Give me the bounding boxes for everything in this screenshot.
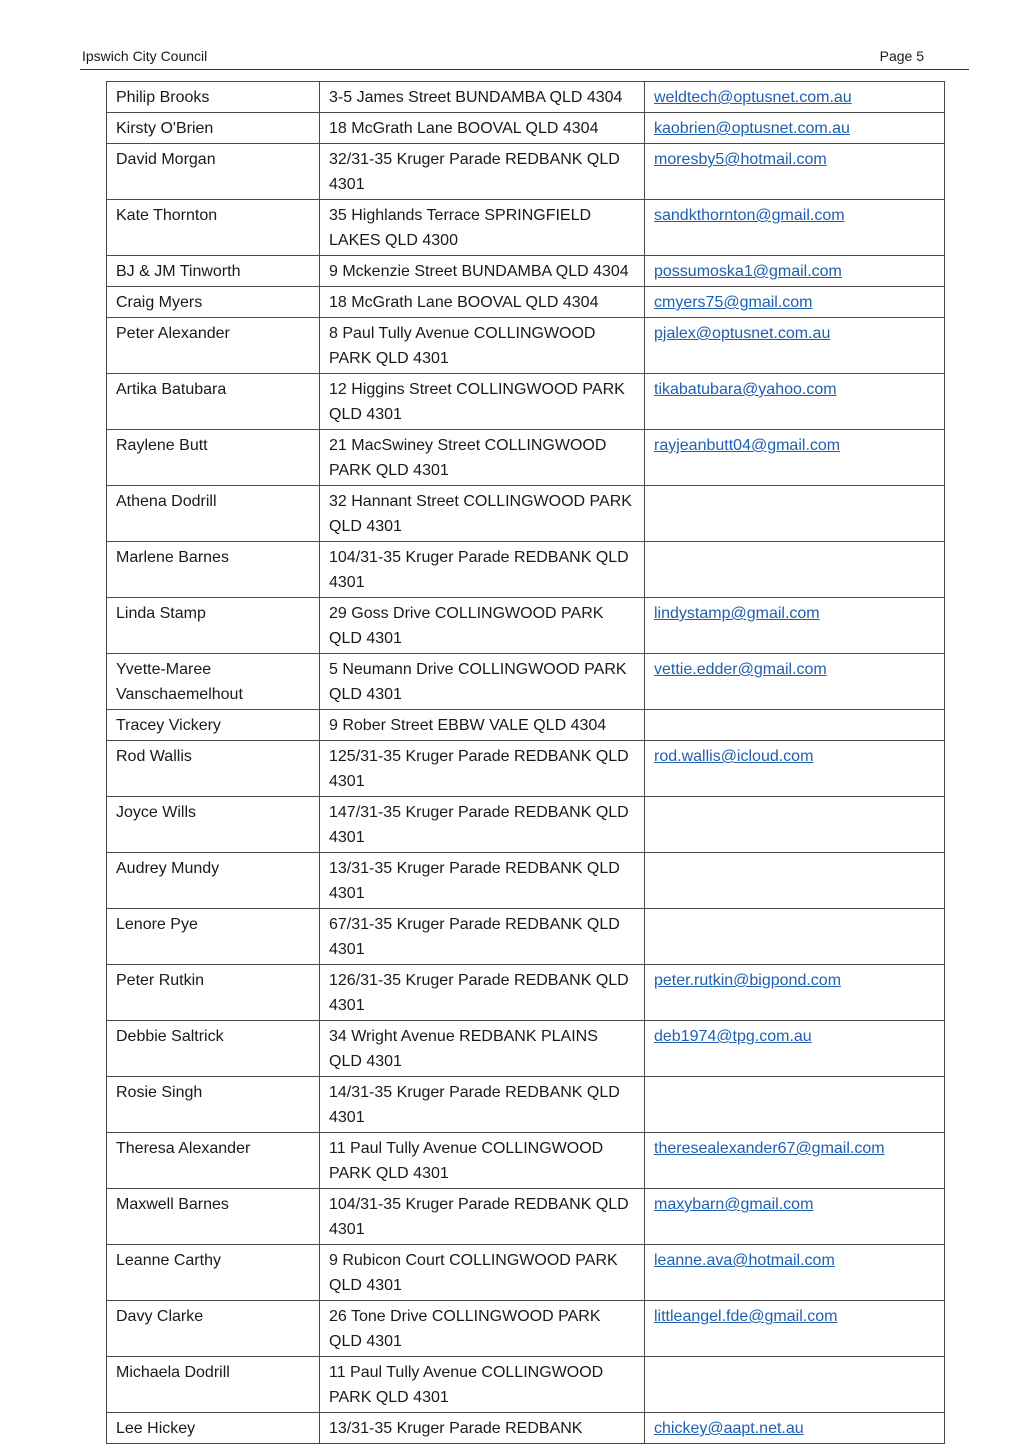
contact-email-cell bbox=[645, 909, 945, 965]
contact-email-cell bbox=[645, 486, 945, 542]
email-link[interactable]: possumoska1@gmail.com bbox=[654, 263, 842, 280]
contact-name: BJ & JM Tinworth bbox=[107, 256, 320, 287]
contact-address: 9 Mckenzie Street BUNDAMBA QLD 4304 bbox=[320, 256, 645, 287]
contact-address: 14/31-35 Kruger Parade REDBANK QLD 4301 bbox=[320, 1077, 645, 1133]
contact-email-cell bbox=[645, 741, 945, 797]
contact-name: Raylene Butt bbox=[107, 430, 320, 486]
table-row bbox=[107, 1245, 945, 1301]
email-link[interactable]: peter.rutkin@bigpond.com bbox=[654, 972, 842, 989]
contact-name: Leanne Carthy bbox=[107, 1245, 320, 1301]
contacts-table-body bbox=[107, 82, 945, 1444]
contact-name: Yvette-Maree Vanschaemelhout bbox=[107, 654, 320, 710]
contact-name: Peter Alexander bbox=[107, 318, 320, 374]
contact-name: Athena Dodrill bbox=[107, 486, 320, 542]
contact-email-cell bbox=[645, 287, 945, 318]
contact-email-cell bbox=[645, 200, 945, 256]
header-rule bbox=[80, 69, 969, 70]
contact-address: 5 Neumann Drive COLLINGWOOD PARK QLD 4301 bbox=[320, 654, 645, 710]
contact-address: 18 McGrath Lane BOOVAL QLD 4304 bbox=[320, 113, 645, 144]
table-row bbox=[107, 1301, 945, 1357]
contact-email-cell bbox=[645, 256, 945, 287]
contact-address: 104/31-35 Kruger Parade REDBANK QLD 4301 bbox=[320, 542, 645, 598]
contact-email-cell bbox=[645, 853, 945, 909]
contact-email-cell bbox=[645, 1021, 945, 1077]
contact-name: Audrey Mundy bbox=[107, 853, 320, 909]
table-row bbox=[107, 374, 945, 430]
contact-email-cell bbox=[645, 1133, 945, 1189]
contact-address: 32/31-35 Kruger Parade REDBANK QLD 4301 bbox=[320, 144, 645, 200]
contact-name: Michaela Dodrill bbox=[107, 1357, 320, 1413]
email-link[interactable]: kaobrien@optusnet.com.au bbox=[654, 120, 850, 137]
contact-email-cell bbox=[645, 965, 945, 1021]
email-link[interactable]: chickey@aapt.net.au bbox=[654, 1420, 804, 1437]
contact-email-cell bbox=[645, 374, 945, 430]
email-link[interactable]: littleangel.fde@gmail.com bbox=[654, 1308, 838, 1325]
contact-name: David Morgan bbox=[107, 144, 320, 200]
contact-name: Craig Myers bbox=[107, 287, 320, 318]
email-link[interactable]: maxybarn@gmail.com bbox=[654, 1196, 814, 1213]
contact-name: Tracey Vickery bbox=[107, 710, 320, 741]
table-row bbox=[107, 598, 945, 654]
contact-address: 13/31-35 Kruger Parade REDBANK bbox=[320, 1413, 645, 1444]
contact-address: 34 Wright Avenue REDBANK PLAINS QLD 4301 bbox=[320, 1021, 645, 1077]
email-link[interactable]: sandkthornton@gmail.com bbox=[654, 207, 845, 224]
table-row bbox=[107, 654, 945, 710]
contact-email-cell bbox=[645, 1189, 945, 1245]
contact-email-cell bbox=[645, 82, 945, 113]
contact-email-cell bbox=[645, 1357, 945, 1413]
table-row bbox=[107, 82, 945, 113]
email-link[interactable]: cmyers75@gmail.com bbox=[654, 294, 813, 311]
contact-address: 32 Hannant Street COLLINGWOOD PARK QLD 4301 bbox=[320, 486, 645, 542]
contact-address: 9 Rober Street EBBW VALE QLD 4304 bbox=[320, 710, 645, 741]
contact-name: Rod Wallis bbox=[107, 741, 320, 797]
email-link[interactable]: pjalex@optusnet.com.au bbox=[654, 325, 831, 342]
contact-address: 104/31-35 Kruger Parade REDBANK QLD 4301 bbox=[320, 1189, 645, 1245]
contact-address: 11 Paul Tully Avenue COLLINGWOOD PARK QLD 4301 bbox=[320, 1357, 645, 1413]
contact-address: 13/31-35 Kruger Parade REDBANK QLD 4301 bbox=[320, 853, 645, 909]
contact-address: 12 Higgins Street COLLINGWOOD PARK QLD 4301 bbox=[320, 374, 645, 430]
page-header bbox=[82, 46, 924, 66]
contact-name: Artika Batubara bbox=[107, 374, 320, 430]
contact-email-cell bbox=[645, 654, 945, 710]
contact-name: Marlene Barnes bbox=[107, 542, 320, 598]
contact-name: Peter Rutkin bbox=[107, 965, 320, 1021]
email-link[interactable]: vettie.edder@gmail.com bbox=[654, 661, 827, 678]
contact-name: Davy Clarke bbox=[107, 1301, 320, 1357]
table-row bbox=[107, 965, 945, 1021]
email-link[interactable]: moresby5@hotmail.com bbox=[654, 151, 827, 168]
contact-email-cell bbox=[645, 113, 945, 144]
contact-email-cell bbox=[645, 797, 945, 853]
contact-email-cell bbox=[645, 144, 945, 200]
table-row bbox=[107, 1189, 945, 1245]
table-row bbox=[107, 797, 945, 853]
contact-email-cell bbox=[645, 1245, 945, 1301]
email-link[interactable]: rod.wallis@icloud.com bbox=[654, 748, 814, 765]
contact-address: 26 Tone Drive COLLINGWOOD PARK QLD 4301 bbox=[320, 1301, 645, 1357]
table-row bbox=[107, 1133, 945, 1189]
table-row bbox=[107, 1357, 945, 1413]
contact-email-cell bbox=[645, 430, 945, 486]
email-link[interactable]: lindystamp@gmail.com bbox=[654, 605, 820, 622]
contact-name: Lenore Pye bbox=[107, 909, 320, 965]
contact-address: 126/31-35 Kruger Parade REDBANK QLD 4301 bbox=[320, 965, 645, 1021]
table-row bbox=[107, 1077, 945, 1133]
contact-address: 125/31-35 Kruger Parade REDBANK QLD 4301 bbox=[320, 741, 645, 797]
page-number: Page 5 bbox=[879, 48, 924, 64]
contact-address: 147/31-35 Kruger Parade REDBANK QLD 4301 bbox=[320, 797, 645, 853]
contact-address: 3-5 James Street BUNDAMBA QLD 4304 bbox=[320, 82, 645, 113]
contact-name: Rosie Singh bbox=[107, 1077, 320, 1133]
contact-name: Linda Stamp bbox=[107, 598, 320, 654]
contact-name: Debbie Saltrick bbox=[107, 1021, 320, 1077]
contact-address: 35 Highlands Terrace SPRINGFIELD LAKES QLD 4300 bbox=[320, 200, 645, 256]
contact-name: Kate Thornton bbox=[107, 200, 320, 256]
table-row bbox=[107, 144, 945, 200]
table-row bbox=[107, 287, 945, 318]
contact-email-cell bbox=[645, 1413, 945, 1444]
contact-address: 11 Paul Tully Avenue COLLINGWOOD PARK QLD 4301 bbox=[320, 1133, 645, 1189]
organization-name: Ipswich City Council bbox=[82, 48, 208, 64]
contact-email-cell bbox=[645, 710, 945, 741]
table-row bbox=[107, 256, 945, 287]
email-link[interactable]: rayjeanbutt04@gmail.com bbox=[654, 437, 841, 454]
contact-name: Joyce Wills bbox=[107, 797, 320, 853]
email-link[interactable]: tikabatubara@yahoo.com bbox=[654, 381, 837, 398]
contact-email-cell bbox=[645, 598, 945, 654]
table-row bbox=[107, 853, 945, 909]
table-row bbox=[107, 741, 945, 797]
contacts-table bbox=[106, 81, 945, 1444]
table-row bbox=[107, 1021, 945, 1077]
contact-email-cell bbox=[645, 1301, 945, 1357]
contact-email-cell bbox=[645, 318, 945, 374]
table-row bbox=[107, 430, 945, 486]
table-row bbox=[107, 710, 945, 741]
table-row bbox=[107, 542, 945, 598]
table-row bbox=[107, 200, 945, 256]
contact-name: Maxwell Barnes bbox=[107, 1189, 320, 1245]
contact-address: 29 Goss Drive COLLINGWOOD PARK QLD 4301 bbox=[320, 598, 645, 654]
email-link[interactable]: weldtech@optusnet.com.au bbox=[654, 89, 852, 106]
contact-address: 9 Rubicon Court COLLINGWOOD PARK QLD 4301 bbox=[320, 1245, 645, 1301]
contact-email-cell bbox=[645, 542, 945, 598]
contact-name: Lee Hickey bbox=[107, 1413, 320, 1444]
contact-address: 18 McGrath Lane BOOVAL QLD 4304 bbox=[320, 287, 645, 318]
table-row bbox=[107, 909, 945, 965]
table-row bbox=[107, 318, 945, 374]
contact-name: Philip Brooks bbox=[107, 82, 320, 113]
email-link[interactable]: deb1974@tpg.com.au bbox=[654, 1028, 812, 1045]
table-row bbox=[107, 113, 945, 144]
contact-email-cell bbox=[645, 1077, 945, 1133]
table-row bbox=[107, 1413, 945, 1444]
table-row bbox=[107, 486, 945, 542]
contact-address: 21 MacSwiney Street COLLINGWOOD PARK QLD 4301 bbox=[320, 430, 645, 486]
contact-address: 67/31-35 Kruger Parade REDBANK QLD 4301 bbox=[320, 909, 645, 965]
contact-address: 8 Paul Tully Avenue COLLINGWOOD PARK QLD 4301 bbox=[320, 318, 645, 374]
email-link[interactable]: theresealexander67@gmail.com bbox=[654, 1140, 885, 1157]
email-link[interactable]: leanne.ava@hotmail.com bbox=[654, 1252, 835, 1269]
contact-name: Theresa Alexander bbox=[107, 1133, 320, 1189]
contact-name: Kirsty O'Brien bbox=[107, 113, 320, 144]
